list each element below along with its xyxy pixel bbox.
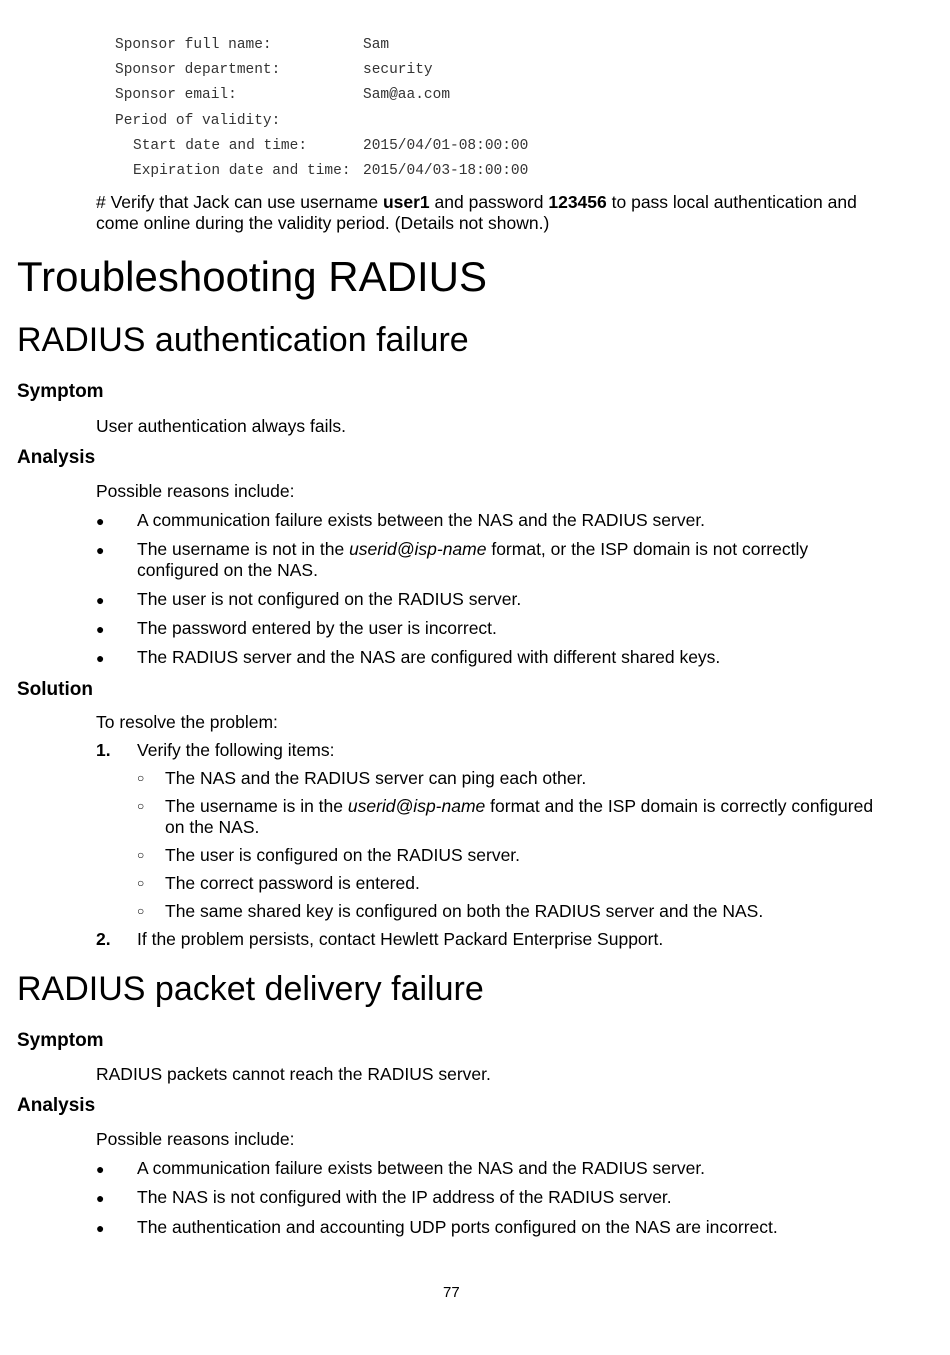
bullet-icon: ● <box>96 1161 105 1177</box>
list-item: The password entered by the user is incorrect. <box>137 618 497 638</box>
sponsor-name-value: Sam <box>363 37 390 53</box>
bullet-icon: ● <box>96 1190 105 1206</box>
step-number: 2. <box>96 929 111 949</box>
start-label: Start date and time: <box>133 138 308 154</box>
verify-text-1: # Verify that Jack can use username <box>96 192 383 212</box>
section1-solution-heading: Solution <box>17 679 93 700</box>
list-item-text: The username is not in the <box>137 539 350 559</box>
circle-bullet-icon: ○ <box>137 876 145 890</box>
list-item: A communication failure exists between the NAS and the RADIUS server. <box>137 510 706 530</box>
bullet-icon: ● <box>96 542 105 558</box>
section1-analysis-intro: Possible reasons include: <box>96 481 295 501</box>
section2-symptom-heading: Symptom <box>17 1030 104 1051</box>
sponsor-name-label: Sponsor full name: <box>115 37 272 53</box>
sub-list-item: The user is configured on the RADIUS server. <box>165 845 521 865</box>
section1-symptom-text: User authentication always fails. <box>96 416 346 436</box>
verify-username: user1 <box>382 192 430 212</box>
format-term: userid@isp-name <box>347 796 486 816</box>
expiration-value: 2015/04/03-18:00:00 <box>363 163 529 179</box>
bullet-icon: ● <box>96 1220 105 1236</box>
circle-bullet-icon: ○ <box>137 904 145 918</box>
verify-password: 123456 <box>548 192 607 212</box>
sponsor-email-label: Sponsor email: <box>115 87 237 103</box>
step-text: If the problem persists, contact Hewlett Packard Enterprise Support. <box>137 929 664 949</box>
verify-text-3: to pass local authentication and come online during the validity period. (Details not shown.) <box>96 192 857 233</box>
list-item: The RADIUS server and the NAS are configured with different shared keys. <box>137 647 721 667</box>
sub-list-item-text: The username is in the <box>165 796 348 816</box>
verify-paragraph <box>96 192 896 234</box>
start-value: 2015/04/01-08:00:00 <box>363 138 529 154</box>
section2-symptom-text: RADIUS packets cannot reach the RADIUS server. <box>96 1064 491 1084</box>
sponsor-dept-label: Sponsor department: <box>115 62 281 78</box>
section1-solution-intro: To resolve the problem: <box>96 712 278 732</box>
section1-title: RADIUS authentication failure <box>17 321 469 359</box>
section1-symptom-heading: Symptom <box>17 381 104 402</box>
sponsor-dept-value: security <box>363 62 433 78</box>
verify-text-2: and password <box>429 192 549 212</box>
list-item-text-tail: format, or the ISP domain is not correctly configured on the NAS. <box>137 539 809 580</box>
sponsor-email-value: Sam@aa.com <box>363 87 451 103</box>
sub-list-item: The same shared key is configured on both the RADIUS server and the NAS. <box>165 901 764 921</box>
section2-analysis-intro: Possible reasons include: <box>96 1129 295 1149</box>
sub-list-item <box>165 796 895 838</box>
circle-bullet-icon: ○ <box>137 848 145 862</box>
page-number: 77 <box>443 1284 460 1301</box>
sub-list-item-text-tail: format and the ISP domain is correctly configured on the NAS. <box>165 796 874 837</box>
list-item <box>137 539 857 581</box>
section2-analysis-heading: Analysis <box>17 1095 96 1116</box>
sub-list-item: The correct password is entered. <box>165 873 420 893</box>
validity-label: Period of validity: <box>115 113 281 129</box>
section2-title: RADIUS packet delivery failure <box>17 970 484 1008</box>
bullet-icon: ● <box>96 513 105 529</box>
list-item: A communication failure exists between the NAS and the RADIUS server. <box>137 1158 706 1178</box>
bullet-icon: ● <box>96 592 105 608</box>
list-item: The user is not configured on the RADIUS server. <box>137 589 522 609</box>
list-item: The authentication and accounting UDP ports configured on the NAS are incorrect. <box>137 1217 778 1237</box>
section1-analysis-heading: Analysis <box>17 447 96 468</box>
step-text: Verify the following items: <box>137 740 335 760</box>
circle-bullet-icon: ○ <box>137 771 145 785</box>
list-item: The NAS is not configured with the IP address of the RADIUS server. <box>137 1187 672 1207</box>
chapter-title: Troubleshooting RADIUS <box>17 253 487 300</box>
bullet-icon: ● <box>96 650 105 666</box>
circle-bullet-icon: ○ <box>137 799 145 813</box>
sub-list-item: The NAS and the RADIUS server can ping each other. <box>165 768 587 788</box>
step-number: 1. <box>96 740 111 760</box>
expiration-label: Expiration date and time: <box>133 163 351 179</box>
format-term: userid@isp-name <box>349 539 487 559</box>
bullet-icon: ● <box>96 621 105 637</box>
